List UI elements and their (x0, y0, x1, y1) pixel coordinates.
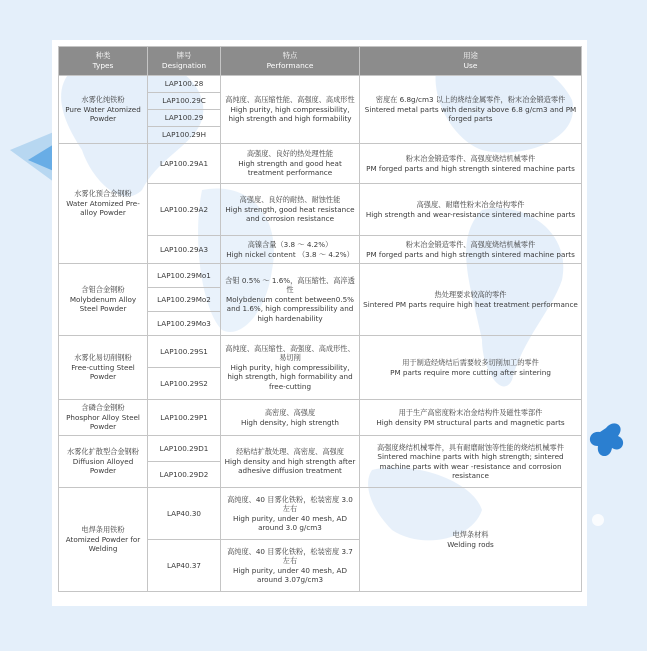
table-row (59, 400, 582, 436)
header-use: 用途 Use (360, 47, 582, 76)
type-cell: 电焊条用铁粉 Atomized Powder for Welding (59, 488, 148, 592)
performance-cell: 高强度、良好的热处理性能 High strength and good heat treatment performance (221, 144, 360, 184)
designation-cell: LAP100.29 (148, 110, 221, 127)
type-cell: 水雾化纯铁粉 Pure Water Atomized Powder (59, 76, 148, 144)
use-cell: 用于生产高密度粉末冶金结构件及磁性零部件 High density PM structural parts and magnetic parts (360, 400, 582, 436)
use-cell: 热处理要求较高的零件 Sintered PM parts require high heat treatment performance (360, 264, 582, 336)
designation-cell: LAP100.29A2 (148, 184, 221, 236)
performance-cell: 高纯度、40 目雾化铁粉，松装密度 3.7 左右 High purity, under 40 mesh, AD around 3.07g/cm3 (221, 540, 360, 592)
designation-cell: LAP100.29A3 (148, 236, 221, 264)
table-card (52, 40, 587, 606)
use-cell: 高强度、耐磨性粉末冶金结构零件 High strength and wear-resistance sintered machine parts (360, 184, 582, 236)
type-cell: 水雾化易切削钢粉 Free-cutting Steel Powder (59, 336, 148, 400)
header-designation: 牌号 Designation (148, 47, 221, 76)
performance-cell: 含钼 0.5% ～ 1.6%，高压缩性、高淬透性 Molybdenum content between0.5% and 1.6%, high compressibility and high hardenability (221, 264, 360, 336)
designation-cell: LAP100.29P1 (148, 400, 221, 436)
performance-cell: 高纯度、高压缩性、高强度、高成形性、易切削 High purity, high compressibility, high strength, high formability and free-cutting (221, 336, 360, 400)
performance-cell: 高纯度、40 目雾化铁粉，松装密度 3.0 左右 High purity, under 40 mesh, AD around 3.0 g/cm3 (221, 488, 360, 540)
type-cell: 含钼合金钢粉 Molybdenum Alloy Steel Powder (59, 264, 148, 336)
designation-cell: LAP100.29A1 (148, 144, 221, 184)
designation-cell: LAP40.37 (148, 540, 221, 592)
designation-cell: LAP100.29Mo3 (148, 312, 221, 336)
designation-cell: LAP40.30 (148, 488, 221, 540)
designation-cell: LAP100.29Mo2 (148, 288, 221, 312)
performance-cell: 经粘结扩散处理、高密度、高强度 High density and high strength after adhesive diffusion treatment (221, 436, 360, 488)
type-cell: 水雾化预合金钢粉 Water Atomized Pre-alloy Powder (59, 144, 148, 264)
table-row (59, 144, 582, 184)
table-row (59, 488, 582, 540)
designation-cell: LAP100.29D2 (148, 462, 221, 488)
table-row (59, 264, 582, 288)
table-row (59, 336, 582, 368)
use-cell: 高强度烧结机械零件，具有耐磨耐蚀等性能的烧结机械零件 Sintered machine parts with high strength; sintered machine parts with wear -resistance and corrosion resistance (360, 436, 582, 488)
designation-cell: LAP100.29S2 (148, 368, 221, 400)
designation-cell: LAP100.29S1 (148, 336, 221, 368)
product-table (58, 46, 582, 592)
use-cell: 粉末冶金锻造零件、高强度烧结机械零件 PM forged parts and high strength sintered machine parts (360, 236, 582, 264)
designation-cell: LAP100.29C (148, 93, 221, 110)
use-cell: 密度在 6.8g/cm3 以上的烧结金属零件，粉末冶金锻造零件 Sintered metal parts with density above 6.8 g/cm3 and PM forged parts (360, 76, 582, 144)
table-row (59, 76, 582, 93)
performance-cell: 高密度、高强度 High density, high strength (221, 400, 360, 436)
designation-cell: LAP100.29D1 (148, 436, 221, 462)
performance-cell: 高强度、良好的耐热、耐蚀性能 High strength, good heat resistance and corrosion resistance (221, 184, 360, 236)
type-cell: 含磷合金钢粉 Phosphor Alloy Steel Powder (59, 400, 148, 436)
performance-cell: 高镍含量（3.8 ～ 4.2%） High nickel content （3.8 ～ 4.2%） (221, 236, 360, 264)
header-performance: 特点 Performance (221, 47, 360, 76)
type-cell: 水雾化扩散型合金钢粉 Diffusion Alloyed Powder (59, 436, 148, 488)
use-cell: 粉末冶金锻造零件、高强度烧结机械零件 PM forged parts and high strength sintered machine parts (360, 144, 582, 184)
header-types: 种类 Types (59, 47, 148, 76)
table-row (59, 436, 582, 462)
table-header-row (59, 47, 582, 76)
performance-cell: 高纯度、高压缩性能、高强度、高成形性 High purity, high compressibility, high strength and high formability (221, 76, 360, 144)
designation-cell: LAP100.29Mo1 (148, 264, 221, 288)
designation-cell: LAP100.28 (148, 76, 221, 93)
use-cell: 用于制造经烧结后需要较多切削加工的零件 PM parts require more cutting after sintering (360, 336, 582, 400)
designation-cell: LAP100.29H (148, 127, 221, 144)
use-cell: 电焊条材料 Welding rods (360, 488, 582, 592)
